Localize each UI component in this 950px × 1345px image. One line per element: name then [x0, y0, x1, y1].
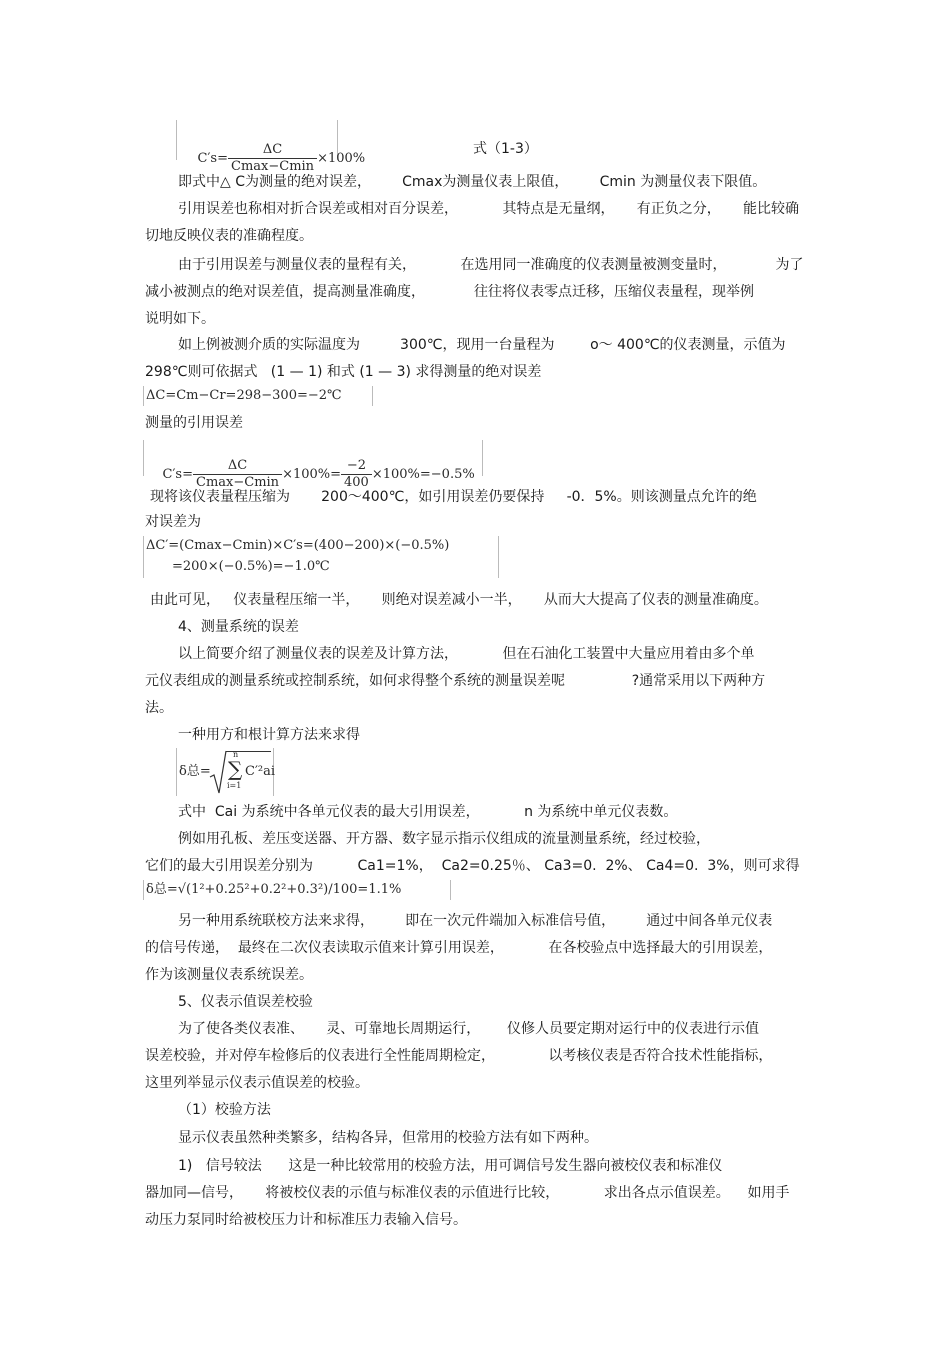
- paragraph-line: 显示仪表虽然种类繁多，结构各异，但常用的校验方法有如下两种。: [178, 1130, 598, 1146]
- formula-label: 式（1-3）: [473, 141, 538, 157]
- formula-allowed-line-2: =200×(−0.5%)=−1.0℃: [172, 559, 330, 574]
- formula-numerator: −2: [341, 458, 372, 475]
- paragraph-line: 器加同—信号， 将被校仪表的示值与标准仪表的示值进行比较， 求出各点示值误差。 如用手: [145, 1185, 790, 1201]
- paragraph-line: 对误差为: [145, 514, 201, 530]
- paragraph-line: 元仪表组成的测量系统或控制系统，如何求得整个系统的测量误差呢 ?通常采用以下两种方: [145, 673, 766, 689]
- formula-rhs: ×100%: [317, 151, 366, 166]
- formula-denominator: 400: [344, 475, 369, 490]
- paragraph-line: 1) 信号较法 这是一种比较常用的校验方法，用可调信号发生器向被校仪表和标准仪: [178, 1158, 723, 1174]
- paragraph-line: 式中 Cai 为系统中各单元仪表的最大引用误差， n 为系统中单元仪表数。: [178, 804, 678, 820]
- paragraph-line: 另一种用系统联校方法来求得， 即在一次元件端加入标准信号值， 通过中间各单元仪表: [178, 913, 773, 929]
- sum-upper-bound: n: [233, 750, 239, 759]
- paragraph-line: 测量的引用误差: [145, 415, 243, 431]
- paragraph-line: 例如用孔板、差压变送器、开方器、数字显示指示仪组成的流量测量系统，经过校验，: [178, 831, 710, 847]
- section-heading: 5、仪表示值误差校验: [178, 994, 313, 1010]
- paragraph-line: 298℃则可依据式 (1 — 1) 和式 (1 — 3) 求得测量的绝对误差: [145, 364, 542, 380]
- paragraph-line: 减小被测点的绝对误差值，提高测量准确度， 往往将仪表零点迁移，压缩仪表量程，现举例: [145, 284, 754, 300]
- formula-allowed-line-1: ΔC′=(Cmax−Cmin)×C′s=(400−200)×(−0.5%): [146, 538, 450, 553]
- formula-result: [143, 880, 451, 900]
- paragraph-line: 误差校验，并对停车检修后的仪表进行全性能周期检定， 以考核仪表是否符合技术性能指标，: [145, 1048, 773, 1064]
- paragraph-line: 引用误差也称相对折合误差或相对百分误差， 其特点是无量纲， 有正负之分， 能比较确: [178, 201, 800, 217]
- formula-rhs: ×100%=−0.5%: [371, 467, 475, 482]
- paragraph-line: 作为该测量仪表系统误差。: [145, 967, 313, 983]
- formula-allowed-error: [143, 536, 499, 578]
- formula-lhs: δ总=: [179, 764, 211, 779]
- paragraph-line: 即式中△ C为测量的绝对误差， Cmax为测量仪表上限值， Cmin 为测量仪表下限值。: [178, 174, 767, 190]
- sum-lower-bound: i=1: [227, 781, 242, 790]
- paragraph-line: 由于引用误差与测量仪表的量程有关， 在选用同一准确度的仪表测量被测变量时， 为了: [178, 257, 804, 273]
- square-root-icon: [209, 749, 227, 795]
- formula-denominator: Cmax−Cmin: [196, 475, 280, 490]
- formula-absolute-error-text: ΔC=Cm−Cr=298−300=−2℃: [146, 388, 342, 403]
- paragraph-line: 现将该仪表量程压缩为 200～400℃，如引用误差仍要保持 -0．5%。则该测量点允许的绝: [150, 489, 757, 505]
- formula-lhs: C′s=: [197, 151, 228, 166]
- formula-term: C′²ai: [245, 764, 276, 779]
- formula-1-3: [176, 120, 366, 174]
- formula-denominator: Cmax−Cmin: [231, 159, 315, 174]
- formula-numerator: ΔC: [193, 458, 282, 475]
- formula-lhs: C′s=: [162, 467, 193, 482]
- formula-root-sum-square: [176, 748, 274, 796]
- summation-symbol: ∑: [228, 757, 243, 781]
- paragraph-line: 一种用方和根计算方法来求得: [178, 727, 360, 743]
- formula-result-text: δ总=√(1²+0.25²+0.2²+0.3²)/100=1.1%: [146, 882, 402, 897]
- paragraph-line: 由此可见， 仪表量程压缩一半， 则绝对误差减小一半， 从而大大提高了仪表的测量准确度。: [150, 592, 768, 608]
- formula-middle: ×100%=: [282, 467, 342, 482]
- paragraph-line: 以上简要介绍了测量仪表的误差及计算方法， 但在石油化工装置中大量应用着由多个单: [178, 646, 755, 662]
- subsection-heading: （1）校验方法: [178, 1102, 271, 1118]
- paragraph-line: 切地反映仪表的准确程度。: [145, 228, 313, 244]
- paragraph-line: 它们的最大引用误差分别为 Ca1=1%， Ca2=0.25％、 Ca3=0. 2%、 Ca4=0. 3%，则可求得: [145, 858, 800, 874]
- paragraph-line: 的信号传递， 最终在二次仪表读取示值来计算引用误差， 在各校验点中选择最大的引用误差，: [145, 940, 773, 956]
- paragraph-line: 如上例被测介质的实际温度为 300℃，现用一台量程为 o～ 400℃的仪表测量，示值为: [178, 337, 786, 353]
- formula-absolute-error: [143, 386, 373, 406]
- paragraph-line: 动压力泵同时给被校压力计和标准压力表输入信号。: [145, 1212, 467, 1228]
- formula-numerator: ΔC: [228, 142, 317, 159]
- formula-reference-error: [143, 440, 483, 490]
- paragraph-line: 为了使各类仪表准、 灵、可靠地长周期运行， 仪修人员要定期对运行中的仪表进行示值: [178, 1021, 759, 1037]
- paragraph-line: 法。: [145, 700, 173, 716]
- paragraph-line: 说明如下。: [145, 311, 215, 327]
- paragraph-line: 这里列举显示仪表示值误差的校验。: [145, 1075, 369, 1091]
- section-heading: 4、测量系统的误差: [178, 619, 299, 635]
